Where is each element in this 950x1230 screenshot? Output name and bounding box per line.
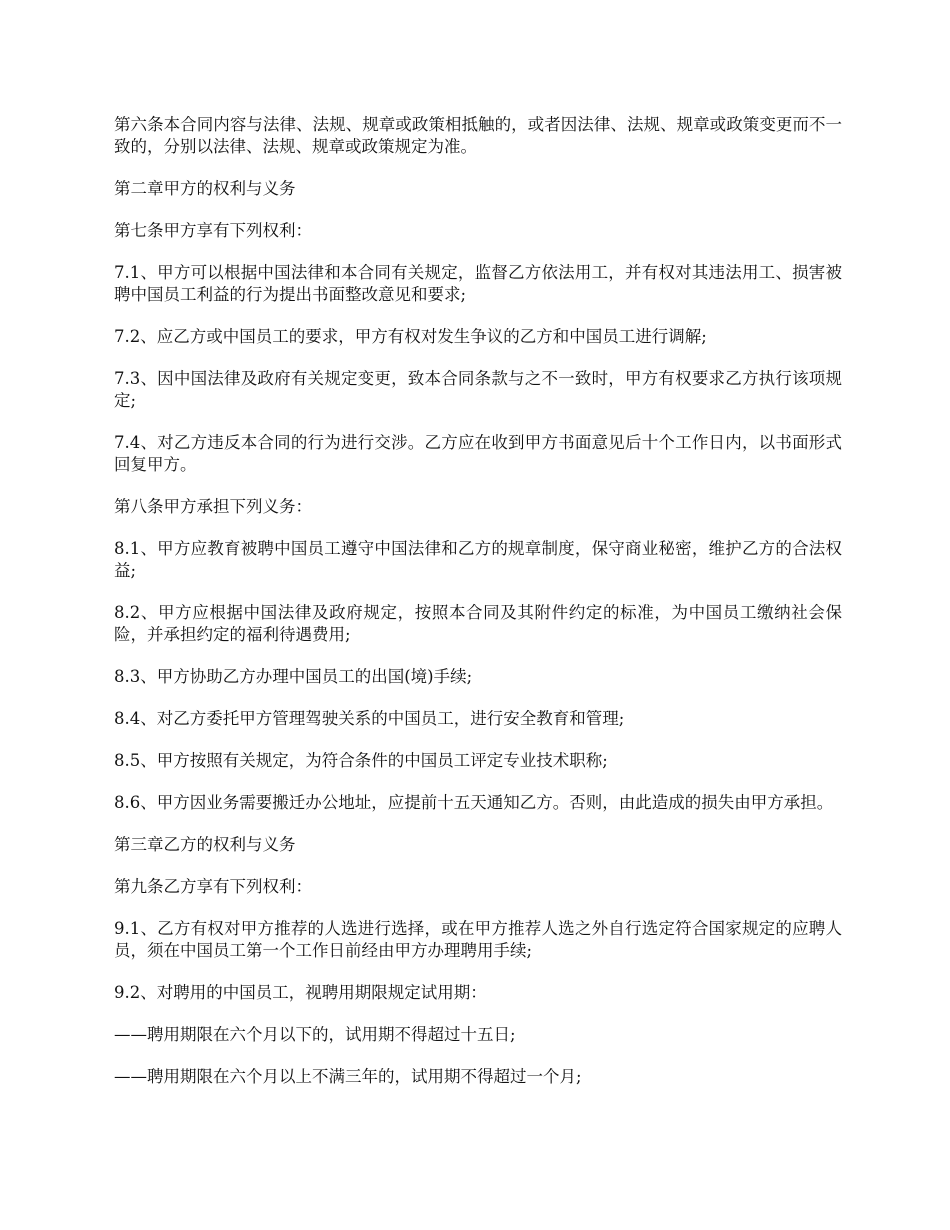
chapter-3-heading: 第三章乙方的权利与义务 [114,835,296,854]
article-6-paragraph: 第六条本合同内容与法律、法规、规章或政策相抵触的，或者因法律、法规、规章或政策变更而不一致的，分别以法律、法规、规章或政策规定为准。 [114,115,842,156]
probation-rule-6-months-to-3-years: ——聘用期限在六个月以上不满三年的，试用期不得超过一个月; [114,1067,582,1086]
clause-8-5: 8.5、甲方按照有关规定，为符合条件的中国员工评定专业技术职称; [114,751,608,770]
document-body [114,114,842,1108]
article-9-heading: 第九条乙方享有下列权利： [114,877,312,896]
clause-7-1: 7.1、甲方可以根据中国法律和本合同有关规定，监督乙方依法用工，并有权对其违法用工、损害被聘中国员工利益的行为提出书面整改意见和要求; [114,263,842,304]
probation-rule-under-6-months: ——聘用期限在六个月以下的，试用期不得超过十五日; [114,1025,516,1044]
clause-7-2: 7.2、应乙方或中国员工的要求，甲方有权对发生争议的乙方和中国员工进行调解; [114,327,707,346]
clause-8-2: 8.2、甲方应根据中国法律及政府规定，按照本合同及其附件约定的标准，为中国员工缴纳社会保险，并承担约定的福利待遇费用; [114,603,842,644]
clause-9-1: 9.1、乙方有权对甲方推荐的人选进行选择，或在甲方推荐人选之外自行选定符合国家规定的应聘人员，须在中国员工第一个工作日前经由甲方办理聘用手续; [114,919,842,960]
clause-8-3: 8.3、甲方协助乙方办理中国员工的出国(境)手续; [114,667,473,686]
clause-9-2: 9.2、对聘用的中国员工，视聘用期限规定试用期： [114,983,487,1002]
clause-8-6: 8.6、甲方因业务需要搬迁办公地址，应提前十五天通知乙方。否则，由此造成的损失由甲方承担。 [114,793,834,812]
clause-8-4: 8.4、对乙方委托甲方管理驾驶关系的中国员工，进行安全教育和管理; [114,709,625,728]
article-8-heading: 第八条甲方承担下列义务： [114,497,312,516]
clause-7-4: 7.4、对乙方违反本合同的行为进行交涉。乙方应在收到甲方书面意见后十个工作日内，以书面形式回复甲方。 [114,433,842,474]
clause-7-3: 7.3、因中国法律及政府有关规定变更，致本合同条款与之不一致时，甲方有权要求乙方执行该项规定; [114,369,842,410]
clause-8-1: 8.1、甲方应教育被聘中国员工遵守中国法律和乙方的规章制度，保守商业秘密，维护乙方的合法权益; [114,539,842,580]
article-7-heading: 第七条甲方享有下列权利： [114,221,312,240]
chapter-2-heading: 第二章甲方的权利与义务 [114,179,296,198]
